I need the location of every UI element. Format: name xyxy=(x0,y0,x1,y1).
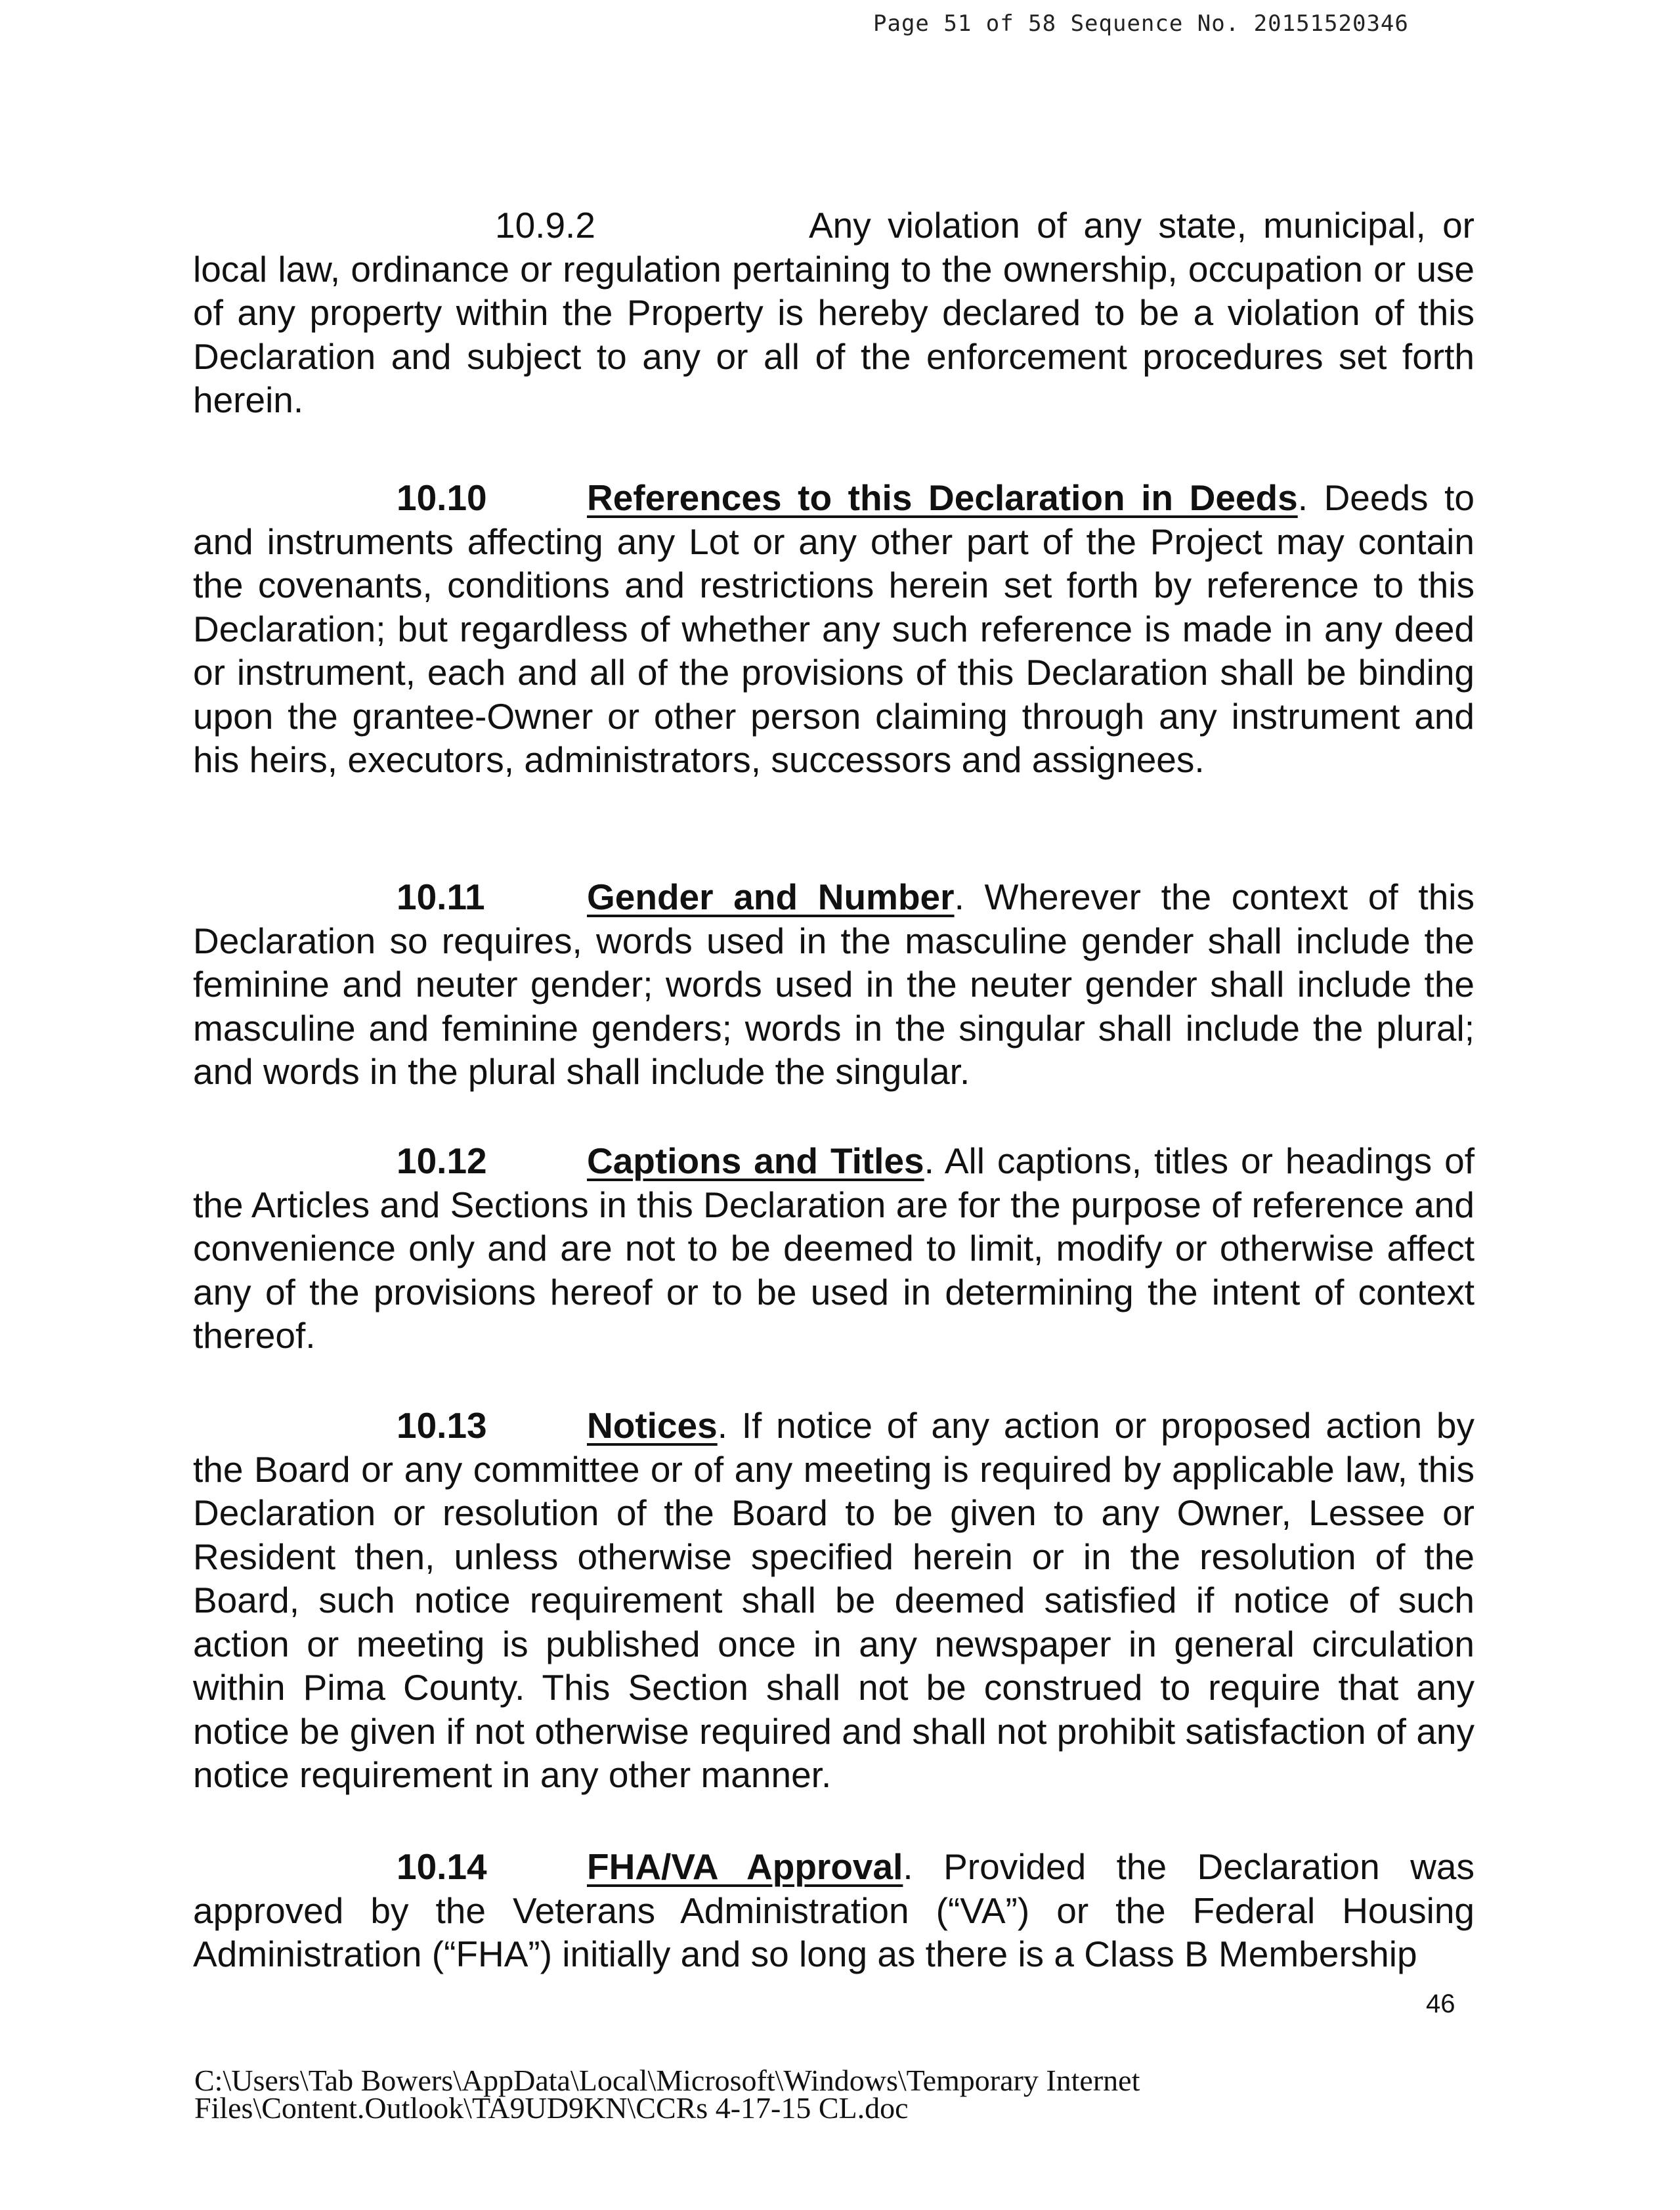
section-number: 10.12 xyxy=(397,1140,487,1181)
section-heading: FHA/VA Approval xyxy=(587,1846,903,1887)
heading-period: . xyxy=(954,877,964,917)
heading-period: . xyxy=(1297,477,1308,518)
heading-period: . xyxy=(717,1405,727,1446)
section-10-11 xyxy=(193,875,1475,1094)
file-path-line-2: Files\Content.Outlook\TA9UD9KN\CCRs 4-17-15 CL.doc xyxy=(194,2091,909,2125)
section-text: Any violation of any state, municipal, or local law, ordinance or regulation pertaining to the ownership, occupation or use of any property within the Property is hereby declared to be a violation of this Declaration and subject to any or all of the enforcement procedures set forth herein. xyxy=(193,205,1475,420)
section-10-9-2 xyxy=(193,204,1475,422)
section-text: Provided the Declaration was approved by the Veterans Administration (“VA”) or the Federal Housing Administration (“FHA”) initially and so long as there is a Class B Membership xyxy=(193,1846,1475,1974)
heading-period: . xyxy=(903,1846,913,1887)
section-10-14 xyxy=(193,1845,1475,1976)
section-number: 10.13 xyxy=(397,1405,487,1446)
section-10-10 xyxy=(193,476,1475,782)
file-path-line-1: C:\Users\Tab Bowers\AppData\Local\Microsoft\Windows\Temporary Internet xyxy=(194,2064,1140,2097)
section-heading: Captions and Titles xyxy=(587,1140,924,1181)
section-number: 10.11 xyxy=(397,877,485,917)
heading-period: . xyxy=(924,1140,934,1181)
page-header: Page 51 of 58 Sequence No. 20151520346 xyxy=(873,11,1409,37)
section-heading: References to this Declaration in Deeds xyxy=(587,477,1298,518)
section-10-13 xyxy=(193,1404,1475,1797)
page-number: 46 xyxy=(1426,1989,1455,2018)
section-number: 10.9.2 xyxy=(495,205,595,246)
section-text: Deeds to and instruments affecting any Lot or any other part of the Project may contain the covenants, conditions and restrictions herein set forth by reference to this Declaration; but regardless of whether any such reference is made in any deed or instrument, each and all of the provisions of this Declaration shall be binding upon the grantee-Owner or other person claiming through any instrument and his heirs, executors, administrators, successors and assignees. xyxy=(193,477,1475,780)
section-10-12 xyxy=(193,1139,1475,1358)
section-number: 10.10 xyxy=(397,477,487,518)
section-heading: Gender and Number xyxy=(587,877,955,917)
section-text: Wherever the context of this Declaration so requires, words used in the masculine gender shall include the feminine and neuter gender; words used in the neuter gender shall include the masculine and feminine genders; words in the singular shall include the plural; and words in the plural shall include the singular. xyxy=(193,877,1475,1092)
section-number: 10.14 xyxy=(397,1846,487,1887)
section-text: All captions, titles or headings of the Articles and Sections in this Declaration are for the purpose of reference and convenience only and are not to be deemed to limit, modify or otherwise affect any of the provisions hereof or to be used in determining the intent of context thereof. xyxy=(193,1140,1475,1356)
section-heading: Notices xyxy=(587,1405,718,1446)
file-path-footer xyxy=(194,2064,1140,2125)
section-text: If notice of any action or proposed action by the Board or any committee or of any meeting is required by applicable law, this Declaration or resolution of the Board to be given to any Owner, Lessee or Resident then, unless otherwise specified herein or in the resolution of the Board, such notice requirement shall be deemed satisfied if notice of such action or meeting is published once in any newspaper in general circulation within Pima County. This Section shall not be construed to require that any notice be given if not otherwise required and shall not prohibit satisfaction of any notice requirement in any other manner. xyxy=(193,1405,1475,1795)
